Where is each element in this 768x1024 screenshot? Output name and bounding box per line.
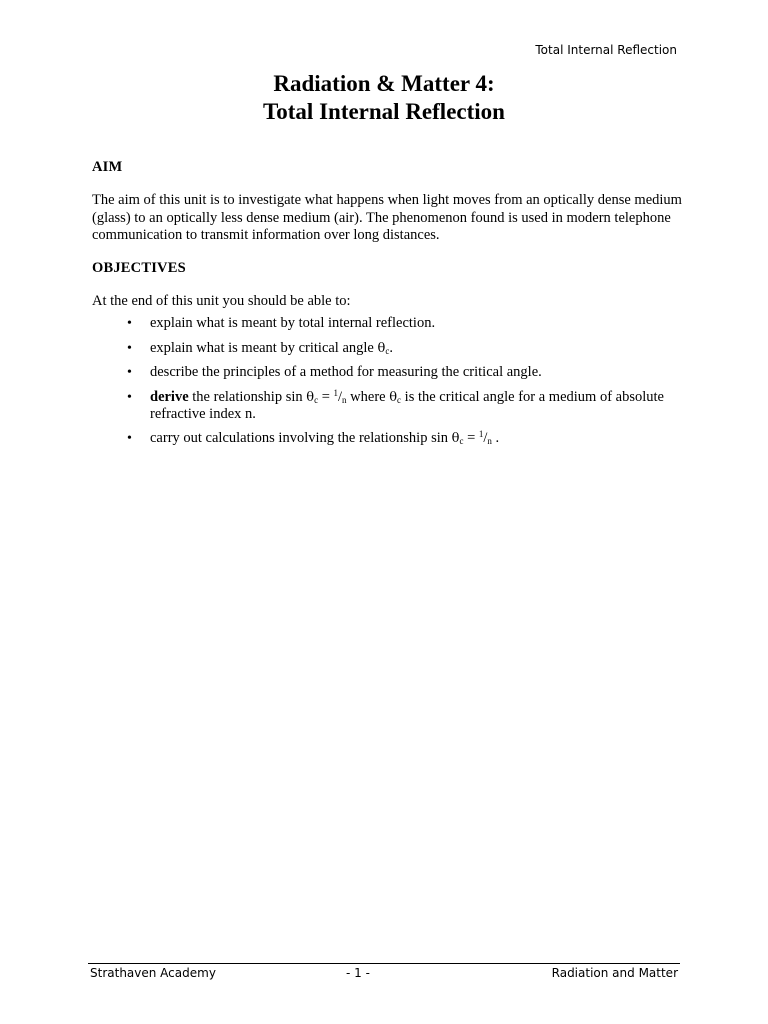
running-header: Total Internal Reflection	[535, 43, 677, 57]
objective-text: the relationship sin	[188, 388, 307, 405]
bullet-icon: •	[127, 340, 132, 356]
subscript-c: c	[397, 394, 402, 405]
bullet-icon: •	[127, 389, 132, 405]
objective-text-end: .	[389, 339, 393, 356]
theta-symbol: θ	[306, 389, 315, 405]
subscript-c: c	[314, 394, 319, 405]
subscript-c: c	[385, 345, 390, 356]
page-footer	[88, 966, 680, 982]
objective-item-4	[92, 389, 682, 423]
page-title	[0, 70, 768, 126]
objective-keyword: derive	[150, 388, 189, 405]
objectives-heading: OBJECTIVES	[92, 260, 186, 276]
footer-subject: Radiation and Matter	[551, 966, 678, 980]
subscript-c: c	[459, 436, 464, 446]
objectives-list	[92, 315, 682, 455]
equals-sign: =	[318, 388, 334, 405]
fraction-slash: /	[338, 388, 343, 405]
bullet-icon: •	[127, 316, 132, 331]
objective-text-mid: where	[346, 388, 390, 405]
footer-divider	[88, 963, 680, 964]
theta-symbol: θ	[451, 431, 460, 446]
objective-text: explain what is meant by critical angle	[150, 339, 378, 356]
fraction-denominator: n	[487, 436, 492, 446]
bullet-icon: •	[127, 365, 132, 380]
theta-symbol: θ	[377, 340, 386, 356]
aim-heading: AIM	[92, 159, 123, 175]
aim-paragraph: The aim of this unit is to investigate what happens when light moves from an optically dense medium (glass) to an optically less dense medium (air). The phenomenon found is used in modern telephone communication to transmit information over long distances.	[92, 192, 682, 243]
objective-text-end: .	[491, 430, 500, 446]
objective-item-2	[92, 340, 682, 357]
theta-symbol: θ	[389, 389, 398, 405]
objective-text: explain what is meant by total internal reflection.	[150, 315, 436, 331]
equals-sign: =	[463, 430, 479, 446]
objectives-intro: At the end of this unit you should be able to:	[92, 293, 351, 309]
objective-item-1	[92, 315, 682, 332]
objective-text: carry out calculations involving the relationship sin	[150, 430, 452, 446]
fraction-numerator: 1	[333, 387, 339, 398]
objective-text: describe the principles of a method for measuring the critical angle.	[150, 364, 542, 380]
title-line-2: Total Internal Reflection	[263, 99, 505, 124]
objective-text-end: is the critical angle for a medium of absolute refractive index n.	[150, 388, 664, 422]
fraction-slash: /	[483, 430, 488, 446]
objective-item-3	[92, 364, 682, 381]
fraction-denominator: n	[342, 394, 347, 405]
title-line-1: Radiation & Matter 4:	[273, 71, 495, 96]
fraction-numerator: 1	[478, 429, 484, 439]
objective-item-5	[92, 430, 682, 447]
footer-page-number: - 1 -	[346, 966, 370, 980]
footer-school: Strathaven Academy	[90, 966, 216, 980]
bullet-icon: •	[127, 431, 132, 446]
